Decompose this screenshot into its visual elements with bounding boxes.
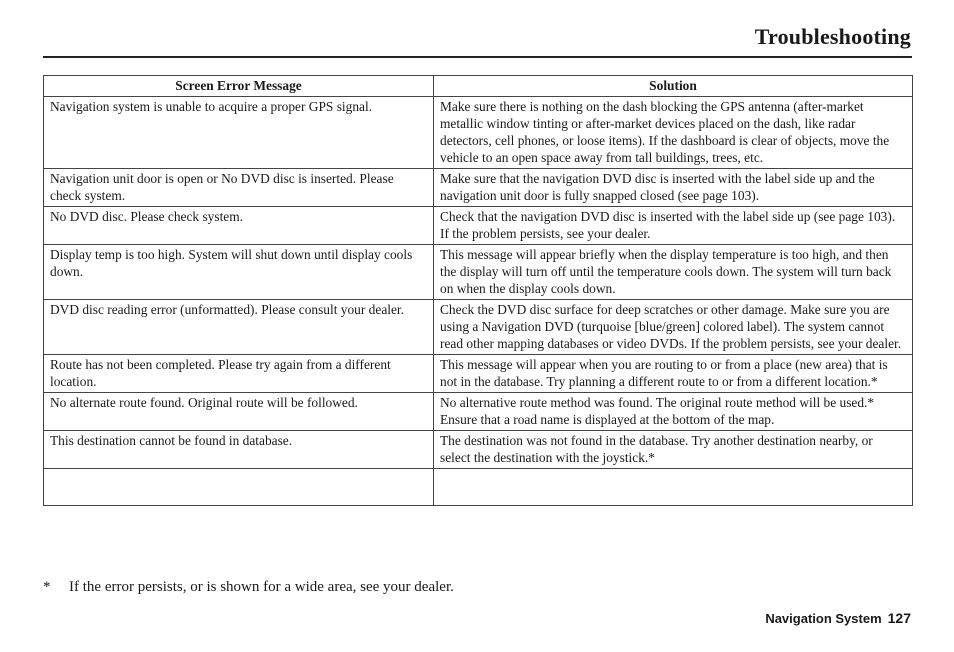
empty-table-row [44,469,913,506]
title-divider [43,56,912,58]
table-row [44,355,913,393]
table-row [44,97,913,169]
error-message-cell: Navigation unit door is open or No DVD disc is inserted. Please check system. [44,169,434,207]
solution-cell: This message will appear briefly when the display temperature is too high, and then the display will turn off until the temperature cools down. The system will turn back on when the display cools down. [434,245,913,300]
table-header-row [44,76,913,97]
solution-cell: The destination was not found in the database. Try another destination nearby, or select the destination with the joystick.* [434,431,913,469]
footnote-marker: * [43,579,51,595]
footer-section-title: Navigation System [765,611,882,626]
solution-cell: Make sure that the navigation DVD disc is inserted with the label side up and the navigation unit door is fully snapped closed (see page 103). [434,169,913,207]
table-row [44,393,913,431]
error-message-cell: No DVD disc. Please check system. [44,207,434,245]
error-message-cell: Display temp is too high. System will shut down until display cools down. [44,245,434,300]
footnote [43,578,454,596]
column-header-message: Screen Error Message [44,76,434,97]
solution-cell: This message will appear when you are routing to or from a place (new area) that is not in the database. Try planning a different route to or from a different location.* [434,355,913,393]
page-footer [765,610,911,626]
page-title: Troubleshooting [754,24,911,49]
table-row [44,300,913,355]
solution-text: No alternative route method was found. The original route method will be used.* [440,395,875,410]
error-message-table [43,75,913,506]
solution-cell: Make sure there is nothing on the dash blocking the GPS antenna (after-market metallic window tinting or after-market devices placed on the dash, like radar detectors, cell phones, or loose items). If the dashboard is clear of objects, move the vehicle to an open space away from tall buildings, trees, etc. [434,97,913,169]
empty-cell [44,469,434,506]
page-number: 127 [887,610,911,626]
footnote-text: If the error persists, or is shown for a wide area, see your dealer. [69,579,454,595]
empty-cell [434,469,913,506]
solution-cell: Check that the navigation DVD disc is inserted with the label side up (see page 103). If the problem persists, see your dealer. [434,207,913,245]
solution-cell [434,393,913,431]
solution-cell: Check the DVD disc surface for deep scratches or other damage. Make sure you are using a Navigation DVD (turquoise [blue/green] colored label). The system cannot read other mapping databases or video DVDs. If the problem persists, see your dealer. [434,300,913,355]
error-message-cell: No alternate route found. Original route will be followed. [44,393,434,431]
error-message-cell: This destination cannot be found in database. [44,431,434,469]
table-row [44,245,913,300]
error-message-cell: Navigation system is unable to acquire a proper GPS signal. [44,97,434,169]
solution-text-extra: Ensure that a road name is displayed at the bottom of the map. [440,412,775,427]
column-header-solution: Solution [434,76,913,97]
table-row [44,207,913,245]
error-message-cell: DVD disc reading error (unformatted). Please consult your dealer. [44,300,434,355]
error-message-cell: Route has not been completed. Please try again from a different location. [44,355,434,393]
table-row [44,431,913,469]
table-row [44,169,913,207]
